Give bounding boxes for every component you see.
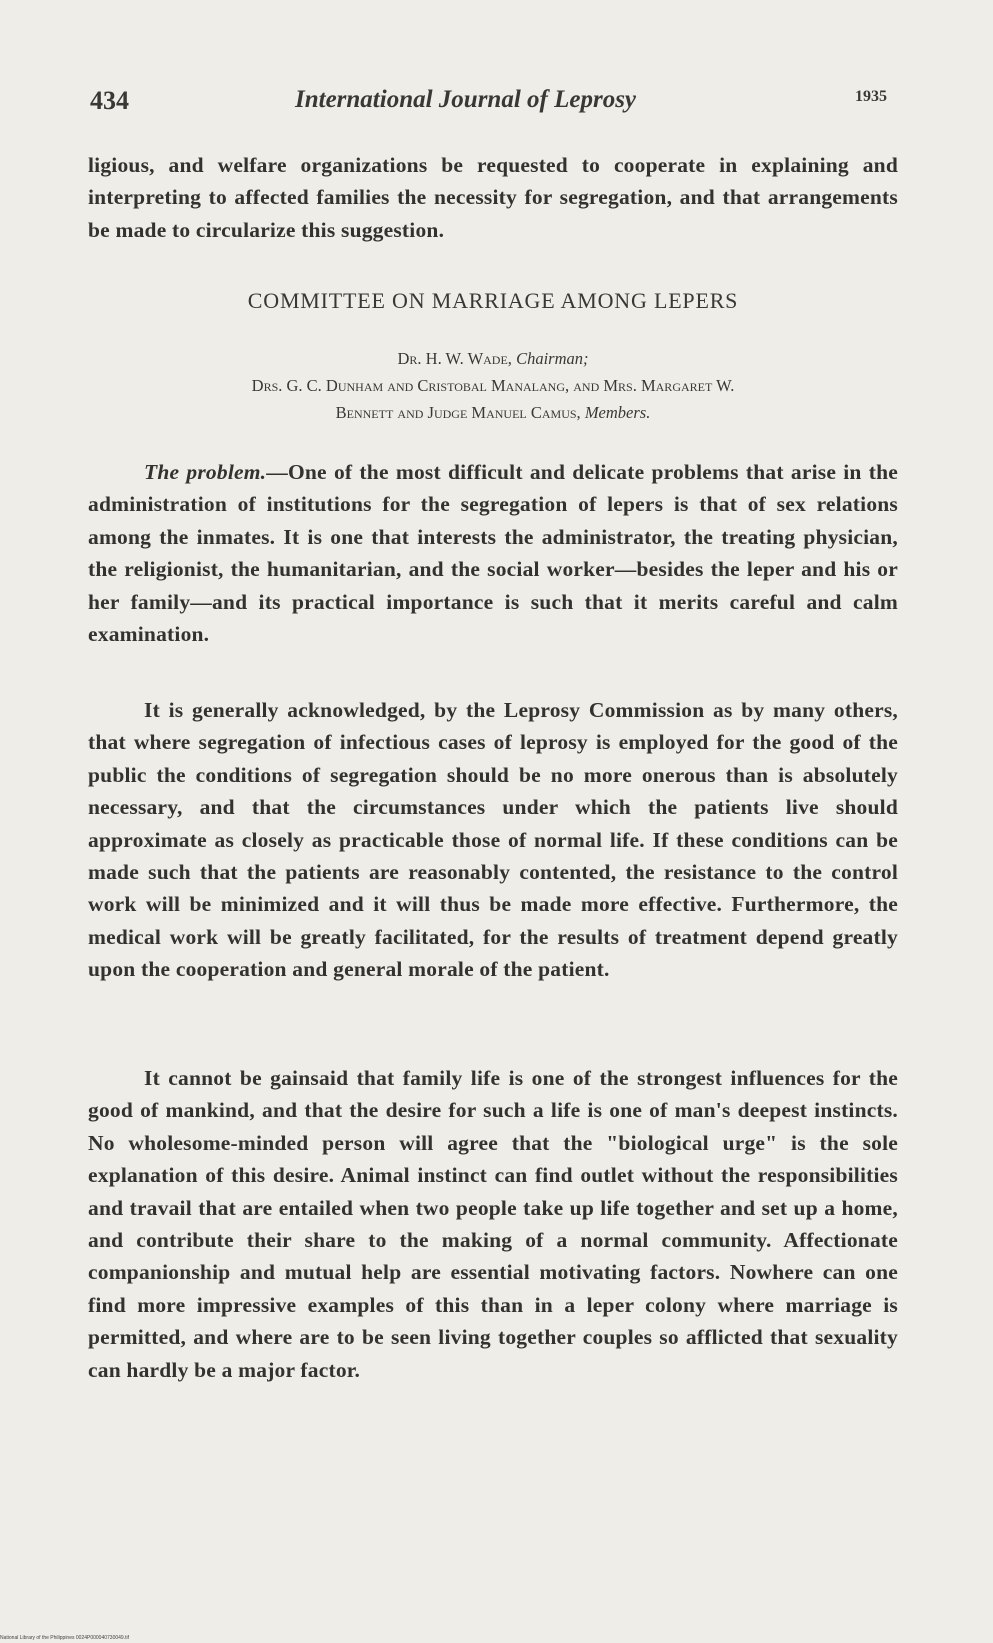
page-number: 434 — [90, 86, 129, 115]
running-head — [90, 86, 910, 122]
members-names: Bennett and Judge Manuel Camus, — [335, 403, 581, 422]
chairman-role: Chairman; — [516, 349, 589, 368]
members-role: Members. — [584, 403, 651, 422]
paragraph-problem — [88, 456, 898, 650]
paragraph-problem-text: —One of the most difficult and delicate problems that arise in the administration of institutions for the segregation of lepers is that of sex relations among the inmates. It is one that interests the administrator, the treating physician, the religionist, the humanitarian, and the social worker—besides the leper and his or her family—and its practical importance is such that it merits careful and calm examination. — [88, 460, 899, 647]
members-line-1: Drs. G. C. Dunham and Cristobal Manalang, and Mrs. Margaret W. — [251, 376, 735, 395]
paragraph-family-life: It cannot be gainsaid that family life is one of the strongest influences for the good of mankind, and that the desire for such a life is one of man's deepest instincts. No wholesome-minded person will agree that the "biological urge" is the sole explanation of this desire. Animal instinct can find outlet without the responsibilities and travail that are entailed when two people take up life together and set up a home, and contribute their share to the making of a normal community. Affectionate companionship and mutual help are essential motivating factors. Nowhere can one find more impressive examples of this than in a leper colony where marriage is permitted, and where are to be seen living together couples so afflicted that sexuality can hardly be a major factor. — [88, 1066, 898, 1382]
members-line-2 — [88, 399, 898, 426]
run-in-heading: The problem. — [144, 460, 267, 484]
continued-paragraph: ligious, and welfare organizations be requested to cooperate in explaining and interpreting to affected families the necessity for segregation, and that arrangements be made to circularize this suggestion. — [88, 153, 898, 242]
section-heading: COMMITTEE ON MARRIAGE AMONG LEPERS — [247, 288, 739, 313]
chairman-name: Dr. H. W. Wade, — [397, 349, 512, 368]
paragraph-segregation: It is generally acknowledged, by the Leprosy Commission as by many others, that where segregation of infectious cases of leprosy is employed for the good of the public the conditions of segregation should be no more onerous than is absolutely necessary, and that the circumstances under which the patients live should approximate as closely as practicable those of normal life. If these conditions can be made such that the patients are reasonably contented, the resistance to the control work will be minimized and it will thus be made more effective. Furthermore, the medical work will be greatly facilitated, for the results of treatment depend greatly upon the cooperation and general morale of the patient. — [88, 698, 898, 982]
publication-year: 1935 — [855, 88, 887, 105]
scan-footer-note: National Library of the Philippines 0024P000040730049.tif — [0, 1635, 129, 1641]
committee-members — [88, 345, 898, 426]
chairman-line — [88, 345, 898, 372]
journal-title: International Journal of Leprosy — [295, 86, 637, 113]
